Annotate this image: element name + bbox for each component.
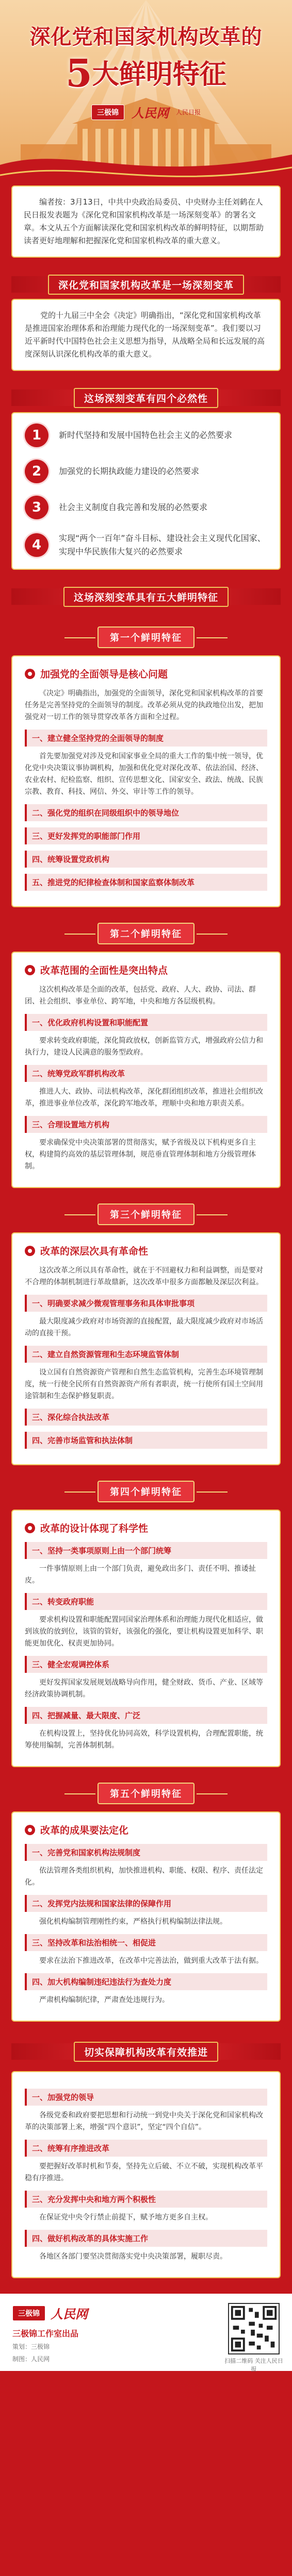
feature-subheading: 三、合理设置地方机构 [25, 1116, 267, 1133]
main-title-line2 [0, 52, 292, 96]
feature-sub-paragraph: 推进人大、政协、司法机构改革，深化群团组织改革，推进社会组织改革，推进事业单位改革，深化跨军地改革，理顺中央和地方职责关系。 [25, 1088, 263, 1108]
feature-subheading: 四、完善市场监管和执法体制 [25, 1432, 267, 1449]
feature-subheading: 一、建立健全坚持党的全面领导的制度 [25, 730, 267, 747]
necessity-text: 社会主义制度自我完善和发展的必然要求 [59, 502, 208, 512]
feature-subheading: 四、把握减量、最大限度、广泛 [25, 1707, 267, 1724]
guarantee-subheading: 二、统筹有序推进改革 [25, 2140, 267, 2157]
feature-title [25, 667, 267, 681]
feature-sub-paragraph: 要求在法治下推进改革，在改革中完善法治，做到重大改革于法有据。 [39, 1957, 263, 1965]
feature-title [25, 963, 267, 977]
feature-tag: 第四个鲜明特征 [98, 1481, 194, 1502]
section-title-4: 切实保障机构改革有效推进 [74, 2042, 218, 2062]
main-title-line1: 深化党和国家机构改革的 [29, 25, 263, 49]
necessity-item [25, 532, 267, 558]
features-container [0, 624, 292, 2022]
feature-head [0, 1201, 292, 1227]
number-badge: 2 [25, 460, 48, 483]
feature-subheading: 一、完善党和国家机构法规制度 [25, 1844, 267, 1861]
feature-tag: 第二个鲜明特征 [98, 923, 194, 944]
feature-sub-paragraph: 严肃机构编制纪律，严肃查处违规行为。 [39, 1996, 169, 2004]
logo-renminribao: 人民日报 [175, 109, 201, 116]
footer [0, 2294, 292, 2371]
feature-subheading: 三、深化综合执法改革 [25, 1409, 267, 1426]
section-title-1: 深化党和国家机构改革是一场深刻变革 [48, 275, 244, 295]
feature-tag: 第五个鲜明特征 [98, 1783, 194, 1804]
guarantee-paragraph: 各级党委和政府要把思想和行动统一到党中央关于深化党和国家机构改革的决策部署上来，增强“四个意识”，坚定“四个自信”。 [25, 2111, 263, 2131]
section-banner-4 [11, 2037, 281, 2066]
qr-code[interactable] [228, 2303, 280, 2354]
qr-caption: 扫描二维码 关注人民日报 [224, 2358, 283, 2372]
necessity-text: 新时代坚持和发展中国特色社会主义的必然要求 [59, 430, 233, 440]
feature-sub-paragraph: 依法管理各类组织机构，加快推进机构、职能、权限、程序、责任法定化。 [25, 1867, 263, 1887]
feature-subheading: 五、推进党的纪律检查体制和国家监察体制改革 [25, 874, 267, 891]
necessity-item [25, 460, 267, 483]
bullet-icon [25, 1246, 35, 1256]
guarantee-paragraph: 各地区各部门要坚决贯彻落实党中央决策部署，履职尽责。 [39, 2252, 227, 2261]
footer-credit-1: 策划：三极锦 [12, 2343, 50, 2350]
feature-tag: 第三个鲜明特征 [98, 1204, 194, 1225]
feature-card [11, 1232, 281, 1465]
section-title-2: 这场深刻变革有四个必然性 [74, 388, 218, 408]
feature-subheading: 一、明确要求减少微观管理事务和具体审批事项 [25, 1295, 267, 1312]
feature-title [25, 1244, 267, 1258]
title-text: 大鲜明特征 [92, 59, 226, 90]
bullet-icon [25, 1523, 35, 1533]
content [0, 185, 292, 2371]
feature-title [25, 1521, 267, 1535]
section-banner-1 [11, 270, 281, 299]
necessity-text: 加强党的长期执政能力建设的必然要求 [59, 466, 200, 476]
feature-sub-paragraph: 在机构设置上，坚持优化协同高效，科学设置机构，合理配置职能，统筹使用编制，完善体制机制。 [25, 1730, 263, 1750]
guarantee-subheading: 四、做好机构改革的具体实施工作 [25, 2230, 267, 2247]
necessity-item [25, 423, 267, 447]
feature-subheading: 一、优化政府机构设置和职能配置 [25, 1014, 267, 1031]
feature-paragraph: 《决定》明确指出，加强党的全面领导，深化党和国家机构改革的首要任务是完善坚持党的全面领导的制度。改革必须从党的执政地位出发，把加强党对一切工作的领导贯穿改革各方面和全过程。 [25, 689, 263, 721]
intro-card: 编者按：3月13日，中共中央政治局委员、中央财办主任刘鹤在人民日报发表题为《深化党和国家机构改革是一场深刻变革》的署名文章。本文从五个方面解读深化党和国家机构改革的鲜明特征，以期帮助读者更好地理解和把握深化党和国家机构改革的重大意义。 [11, 185, 281, 258]
feature-title-text: 改革的成果要法定化 [40, 1825, 129, 1836]
feature-sub-paragraph: 最大限度减少政府对市场资源的直接配置，最大限度减少政府对市场活动的直接干预。 [25, 1317, 263, 1337]
guarantee-card [11, 2071, 281, 2278]
guarantee-subheading: 三、充分发挥中央和地方两个积极性 [25, 2191, 267, 2208]
feature-subheading: 三、更好发挥党的职能部门作用 [25, 827, 267, 844]
number-badge: 1 [25, 423, 48, 447]
feature-sub-paragraph: 一件事情原则上由一个部门负责，避免政出多门、责任不明、推诿扯皮。 [25, 1565, 256, 1585]
header-logos [0, 103, 292, 121]
footer-credit-2: 制图：人民网 [12, 2355, 50, 2363]
feature-card [11, 1510, 281, 1767]
number-badge: 3 [25, 496, 48, 519]
guarantee-paragraph: 要把握好改革时机和节奏，坚持先立后破、不立不破，实现机构改革平稳有序推进。 [25, 2162, 263, 2182]
feature-subheading: 三、健全宏观调控体系 [25, 1656, 267, 1673]
feature-subheading: 二、强化党的组织在同级组织中的领导地位 [25, 804, 267, 821]
feature-subheading: 二、统筹党政军群机构改革 [25, 1065, 267, 1082]
feature-subheading: 四、加大机构编制违纪违法行为查处力度 [25, 1973, 267, 1990]
guarantee-paragraph: 在保证党中央令行禁止前提下，赋予地方更多自主权。 [39, 2213, 213, 2222]
feature-subheading: 二、转变政府职能 [25, 1593, 267, 1610]
section-1-text: 党的十九届三中全会《决定》明确指出，“深化党和国家机构改革是推进国家治理体系和治理能力现代化的一场深刻变革”。我们要以习近平新时代中国特色社会主义思想为指导，从战略全局和长远发展的高度深刻认识深化机构改革的重大意义。 [25, 311, 265, 359]
section-title-3: 这场深刻变革具有五大鲜明特征 [63, 587, 229, 607]
feature-title-text: 改革的设计体现了科学性 [40, 1523, 149, 1534]
feature-sub-paragraph: 要求确保党中央决策部署的贯彻落实，赋予省级及以下机构更多自主权，构建简约高效的基层管理体制，规范垂直管理体制和地方分级管理体制。 [25, 1139, 256, 1171]
feature-subheading: 四、统筹设置党政机构 [25, 851, 267, 868]
feature-sub-paragraph: 更好发挥国家发展规划战略导向作用，健全财政、货币、产业、区域等经济政策协调机制。 [25, 1679, 263, 1699]
footer-logo-sanjijin: 三极锦 [12, 2306, 45, 2321]
feature-head [0, 921, 292, 946]
feature-title-text: 加强党的全面领导是核心问题 [40, 669, 168, 680]
bullet-icon [25, 965, 35, 975]
footer-logo-renminwang: 人民网 [51, 2307, 88, 2321]
section-1-card [11, 299, 281, 371]
logo-sanjijin: 三极锦 [91, 105, 124, 120]
feature-subheading: 一、坚持一类事项原则上由一个部门统筹 [25, 1542, 267, 1559]
header-banner [0, 0, 292, 196]
feature-paragraph: 这次改革之所以具有革命性，就在于不回避权力和利益调整，而是要对不合理的体制机制进行革故鼎新，这次改革中很多方面都触及深层次利益。 [25, 1266, 263, 1286]
feature-title [25, 1823, 267, 1837]
guarantee-subheading: 一、加强党的领导 [25, 2089, 267, 2106]
number-badge: 4 [25, 533, 48, 557]
feature-card [11, 952, 281, 1188]
feature-subheading: 三、坚持改革和法治相统一、相促进 [25, 1934, 267, 1951]
necessity-text: 实现“两个一百年”奋斗目标、建设社会主义现代化国家、实现中华民族伟大复兴的必然要求 [59, 533, 266, 556]
feature-title-text: 改革的深层次具有革命性 [40, 1246, 149, 1257]
feature-sub-paragraph: 要求转变政府职能，深化简政放权，创新监管方式，增强政府公信力和执行力，建设人民满意的服务型政府。 [25, 1037, 263, 1057]
logo-renminwang: 人民网 [131, 106, 169, 121]
feature-sub-paragraph: 首先要加强党对涉及党和国家事业全局的重大工作的集中统一领导，优化党中央决策议事协调机构，加强和优化党对深化改革、依法治国、经济、农业农村、纪检监察、组织、宣传思想文化、国家安全、政法、统战、民族宗教、教育、科技、网信、外交、审计等工作的领导。 [25, 752, 263, 796]
feature-paragraph: 这次机构改革是全面的改革，包括党、政府、人大、政协、司法、群团、社会组织、事业单位、跨军地，中央和地方各层级机构。 [25, 986, 256, 1006]
section-banner-2 [11, 383, 281, 412]
bullet-icon [25, 1825, 35, 1835]
title-number: 5 [66, 52, 92, 96]
feature-sub-paragraph: 要求机构设置和职能配置同国家治理体系和治理能力现代化相适应，做到该放的放到位，该管的管好，该强化的强化，要让机构设置更加科学、职能更加优化、权责更加协同。 [25, 1616, 263, 1648]
footer-org: 三极锦工作室出品 [12, 2329, 79, 2338]
feature-head [0, 1781, 292, 1806]
feature-sub-paragraph: 设立国有自然资源资产管理和自然生态监管机构，完善生态环境管理制度，统一行使全民所有自然资源资产所有者职责，统一行使所有国土空间用途管制和生态保护修复职责。 [25, 1368, 263, 1400]
section-banner-3 [11, 582, 281, 611]
necessity-item [25, 496, 267, 519]
feature-card [11, 1811, 281, 2022]
feature-sub-paragraph: 强化机构编制管理刚性约束，严格执行机构编制法律法规。 [39, 1918, 227, 1926]
feature-card [11, 655, 281, 907]
feature-head [0, 624, 292, 650]
feature-subheading: 二、建立自然资源管理和生态环境监管体制 [25, 1346, 267, 1363]
necessity-card [11, 412, 281, 570]
feature-head [0, 1479, 292, 1504]
feature-tag: 第一个鲜明特征 [98, 626, 194, 648]
feature-title-text: 改革范围的全面性是突出特点 [40, 965, 168, 976]
feature-subheading: 二、发挥党内法规和国家法律的保障作用 [25, 1895, 267, 1912]
bullet-icon [25, 669, 35, 679]
